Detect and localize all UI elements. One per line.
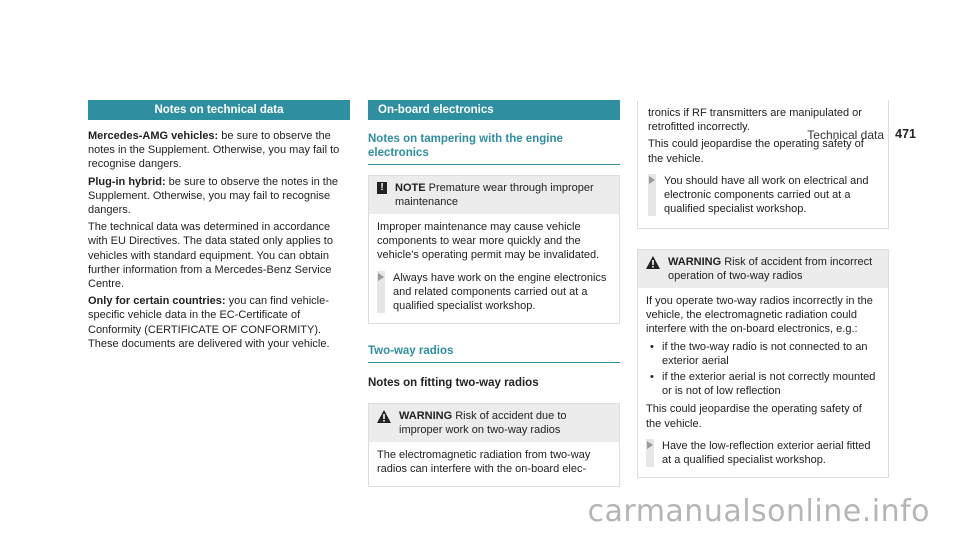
note-action-text: Always have work on the engine electronics and related components carried out at a qualified specialist workshop. [393,271,607,312]
column-onboard-electronics [368,100,620,487]
warning-action-text-2: Have the low-reflection exterior aerial fitted at a qualified specialist workshop. [662,439,871,466]
action-arrow-icon [646,439,654,467]
text-hybrid: be sure to observe the notes in the Supplement. Otherwise, you may fail to recognise dangers. [88,175,339,217]
note-text: Improper maintenance may cause vehicle components to wear more quickly and the vehicle's operating permit may be invalidated. [377,221,600,262]
note-head [369,176,619,214]
subheading-fitting: Notes on fitting two-way radios [368,376,539,389]
page-number: 471 [895,127,916,141]
action-arrow-icon [648,174,656,216]
label-countries: Only for certain countries: [88,295,226,308]
continuation-action-text: You should have all work on electrical and electronic components carried out at a qualified specialist workshop. [664,174,869,215]
continuation-action [648,174,880,216]
warning-text-2: If you operate two-way radios incorrectly in the vehicle, the electromagnetic radiation could interfere with the on-board electronics, e.g.: [646,294,873,336]
paragraph-countries [88,294,350,351]
heading-two-way-radios: Two-way radios [368,344,620,363]
list-item: • if the two-way radio is not connected to an exterior aerial [646,340,880,368]
note-icon: ! [377,182,387,194]
warning-title-1: Risk of accident due to improper work on two-way radios [399,409,567,436]
paragraph-hybrid [88,175,350,218]
warning-icon [377,410,391,423]
note-box [368,175,620,324]
warning-head-2 [638,250,888,288]
note-label: NOTE [395,182,426,194]
column-technical-data [88,100,350,354]
warning-box-1 [368,403,620,487]
warning-head-1 [369,404,619,442]
warning-body-2 [638,288,888,477]
action-arrow-icon [377,271,385,313]
list-item: • if the exterior aerial is not correctly mounted or is not of low reflection [646,370,880,398]
section-bar-onboard-electronics: On-board electronics [368,100,620,120]
label-hybrid: Plug-in hybrid: [88,175,166,188]
note-body [369,214,619,323]
warning-box-2 [637,249,889,478]
warning-text-1: The electromagnetic radiation from two-way radios can interfere with the on-board elec- [377,448,591,475]
warning-label-2: WARNING [668,255,722,268]
warning-body-1 [369,442,619,486]
warning-text-2b: This could jeopardise the operating safety of the vehicle. [646,403,862,430]
section-bar-technical-data: Notes on technical data [88,100,350,120]
heading-tampering: Notes on tampering with the engine electronics [368,132,620,165]
warning-icon [646,256,660,269]
continuation-text: tronics if RF transmitters are manipulated or retrofitted incorrectly. [648,107,862,134]
note-title: Premature wear through improper maintenance [395,182,594,208]
warning-title-2: Risk of accident from incorrect operation of two-way radios [668,255,873,282]
watermark: carmanualsonline.info [587,494,930,529]
note-action [377,271,611,313]
text-countries: you can find vehicle-specific vehicle data in the EC-Certificate of Conformity (CERTIFICATE OF CONFORMITY). These documents are delivered with your vehicle. [88,295,330,350]
warning-bullet-list [646,340,880,398]
warning-label-1: WARNING [399,409,453,422]
warning-continuation [637,100,889,229]
column-continuation [637,100,889,478]
paragraph-amg [88,129,350,172]
running-header-section: Technical data [807,128,884,142]
paragraph-directives: The technical data was determined in accordance with EU Directives. The data stated only applies to vehicles with standard equipment. You can obtain further information from a Mercedes-Benz Service Centre. [88,221,333,291]
warning-action-2 [646,439,880,467]
label-amg: Mercedes-AMG vehicles: [88,130,219,142]
continuation-text-2: This could jeopardise the operating safety of the vehicle. [648,138,864,165]
text-amg: be sure to observe the notes in the Supplement. Otherwise, you may fail to recognise dangers. [88,130,340,171]
